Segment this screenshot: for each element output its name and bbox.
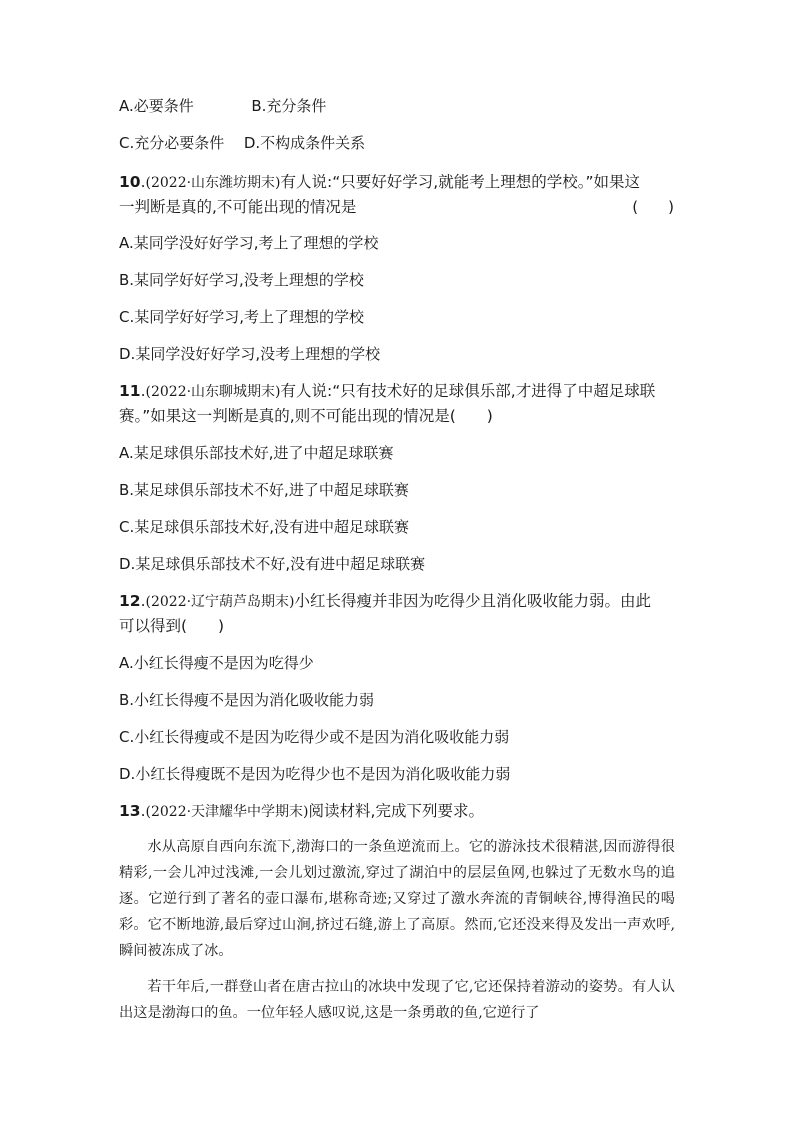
q11-option-d: D.某足球俱乐部技术不好,没有进中超足球联赛: [119, 555, 426, 573]
q10-option-c: C.某同学好好学习,考上了理想的学校: [119, 308, 365, 326]
q11-option-c: C.某足球俱乐部技术好,没有进中超足球联赛: [119, 518, 410, 536]
q13-source: (2022·天津耀华中学期末): [145, 804, 309, 820]
reading-passage: [119, 834, 675, 1026]
q13-stem: 13.(2022·天津耀华中学期末)阅读材料,完成下列要求。: [119, 802, 484, 820]
q13-number: 13: [119, 802, 141, 820]
q11-stem-line1: 11.(2022·山东聊城期末)有人说:“只有技术好的足球俱乐部,才进得了中超足球联: [119, 382, 656, 400]
q10-stem-line1: 10.(2022·山东潍坊期末)有人说:“只要好好学习,就能考上理想的学校。”如果这: [119, 173, 640, 191]
q12-option-b: B.小红长得瘦不是因为消化吸收能力弱: [119, 691, 375, 709]
q12-source: (2022·辽宁葫芦岛期末): [145, 594, 295, 610]
q12-option-d: D.小红长得瘦既不是因为吃得少也不是因为消化吸收能力弱: [119, 765, 511, 783]
q12-option-a: A.小红长得瘦不是因为吃得少: [119, 654, 314, 672]
q10-number: 10: [119, 173, 141, 191]
q12-number: 12: [119, 592, 141, 610]
q9-option-a: A.必要条件: [119, 97, 194, 115]
passage-paragraph-1: 水从高原自西向东流下,渤海口的一条鱼逆流而上。它的游泳技术很精湛,因而游得很精彩,一会儿冲过浅滩,一会儿划过激流,穿过了湖泊中的层层鱼网,也躲过了无数水鸟的追逐。它逆行到了著名的壶口瀑布,堪称奇迹;又穿过了激水奔流的青铜峡谷,博得渔民的喝彩。它不断地游,最后穿过山涧,挤过石缝,游上了高原。然而,它还没来得及发出一声欢呼,瞬间被冻成了冰。: [119, 839, 675, 959]
q10-source: (2022·山东潍坊期末): [145, 175, 281, 191]
q12-stem-text1: 小红长得瘦并非因为吃得少且消化吸收能力弱。由此: [294, 592, 652, 610]
q11-option-b: B.某足球俱乐部技术不好,进了中超足球联赛: [119, 481, 409, 499]
q10-stem-line2: 一判断是真的,不可能出现的情况是: [119, 198, 357, 216]
q11-number: 11: [119, 382, 141, 400]
q11-stem-text1: 有人说:“只有技术好的足球俱乐部,才进得了中超足球联: [280, 382, 656, 400]
q11-stem-line2: 赛。”如果这一判断是真的,则不可能出现的情况是( ): [119, 407, 493, 425]
q12-option-c: C.小红长得瘦或不是因为吃得少或不是因为消化吸收能力弱: [119, 728, 510, 746]
q11-source: (2022·山东聊城期末): [145, 384, 281, 400]
q9-options-row1: [119, 96, 326, 116]
q9-option-c: C.充分必要条件: [119, 134, 225, 152]
q9-option-b: B.充分条件: [251, 97, 327, 115]
q9-option-d: D.不构成条件关系: [243, 134, 366, 152]
q11-option-a: A.某足球俱乐部技术好,进了中超足球联赛: [119, 444, 394, 462]
q12-stem-line2: 可以得到( ): [119, 617, 225, 635]
q10-stem-text1: 有人说:“只要好好学习,就能考上理想的学校。”如果这: [280, 173, 640, 191]
q9-options-row2: [119, 133, 365, 153]
q10-option-b: B.某同学好好学习,没考上理想的学校: [119, 271, 364, 289]
passage-paragraph-2: 若干年后,一群登山者在唐古拉山的冰块中发现了它,它还保持着游动的姿势。有人认出这是渤海口的鱼。一位年轻人感叹说,这是一条勇敢的鱼,它逆行了: [119, 979, 675, 1021]
q12-stem-line1: 12.(2022·辽宁葫芦岛期末)小红长得瘦并非因为吃得少且消化吸收能力弱。由此: [119, 592, 652, 610]
q10-answer-paren: ( ): [632, 198, 674, 216]
q13-stem-text: 阅读材料,完成下列要求。: [308, 802, 484, 820]
q10-option-a: A.某同学没好好学习,考上了理想的学校: [119, 234, 379, 252]
q10-option-d: D.某同学没好好学习,没考上理想的学校: [119, 345, 381, 363]
